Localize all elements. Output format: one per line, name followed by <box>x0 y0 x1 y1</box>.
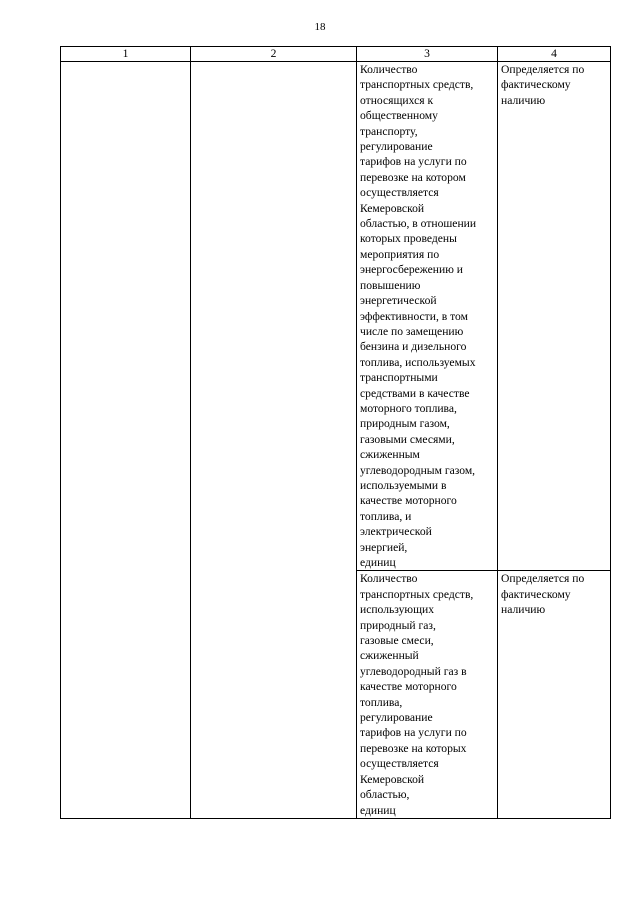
text-line: энергетической <box>360 294 437 308</box>
text-line: Количество <box>360 572 418 586</box>
text-line: транспорту, <box>360 124 418 138</box>
text-line: областью, <box>360 788 410 802</box>
text-line: использующих <box>360 603 434 617</box>
text-line: наличию <box>501 93 546 107</box>
text-line: энергией, <box>360 540 408 554</box>
text-line: углеводородным газом, <box>360 463 476 477</box>
text-line: углеводородный газ в <box>360 664 467 678</box>
text-line: единиц <box>360 556 396 569</box>
text-line: тарифов на услуги по <box>360 726 467 740</box>
text-line: регулирование <box>360 711 433 725</box>
text-line: газовыми смесями, <box>360 432 455 446</box>
text-line: используемыми в <box>360 478 447 492</box>
text-line: топлива, используемых <box>360 355 476 369</box>
text-line: которых проведены <box>360 232 457 246</box>
cell-determination-method <box>498 571 611 819</box>
text-line: энергосбережению и <box>360 263 463 277</box>
text-line: Кемеровской <box>360 201 425 215</box>
text-line: транспортных средств, <box>360 78 474 92</box>
cell-indicator-description <box>357 62 498 571</box>
text-line: эффективности, в том <box>360 309 468 323</box>
text-line: бензина и дизельного <box>360 340 467 354</box>
text-line: газовые смеси, <box>360 634 434 648</box>
cell-determination-method <box>498 62 611 571</box>
text-line: общественному <box>360 109 438 123</box>
text-line: областью, в отношении <box>360 217 477 231</box>
text-line: числе по замещению <box>360 324 464 338</box>
table-header-row <box>61 47 611 62</box>
text-line: фактическому <box>501 78 571 92</box>
text-line: транспортных средств, <box>360 587 474 601</box>
text-line: электрической <box>360 525 432 539</box>
text-line: качестве моторного <box>360 680 457 694</box>
text-line: природным газом, <box>360 417 450 431</box>
page-number: 18 <box>314 21 326 33</box>
text-line: Определяется по <box>501 63 585 76</box>
column-header-2: 2 <box>191 47 357 62</box>
text-line: Количество <box>360 63 418 76</box>
text-line: качестве моторного <box>360 494 457 508</box>
text-line: средствами в качестве <box>360 386 470 400</box>
text-line: осуществляется <box>360 186 439 200</box>
cell-col1 <box>61 62 191 819</box>
text-line: Определяется по <box>501 572 585 586</box>
indicator-table <box>60 46 611 819</box>
text-line: повышению <box>360 278 421 292</box>
text-line: перевозке на которых <box>360 741 467 755</box>
text-line: топлива, и <box>360 509 412 523</box>
column-header-1: 1 <box>61 47 191 62</box>
text-line: сжиженным <box>360 448 420 462</box>
text-line: топлива, <box>360 695 403 709</box>
column-header-4: 4 <box>498 47 611 62</box>
text-line: моторного топлива, <box>360 401 457 415</box>
text-line: сжиженный <box>360 649 419 663</box>
cell-indicator-description <box>357 571 498 819</box>
text-line: природный газ, <box>360 618 436 632</box>
cell-col2 <box>191 62 357 819</box>
text-line: осуществляется <box>360 757 439 771</box>
text-line: единиц <box>360 803 396 817</box>
text-line: транспортными <box>360 371 438 385</box>
text-line: Кемеровской <box>360 772 425 786</box>
text-line: мероприятия по <box>360 247 440 261</box>
text-line: перевозке на котором <box>360 170 466 184</box>
column-header-3: 3 <box>357 47 498 62</box>
table-row <box>61 62 611 571</box>
text-line: тарифов на услуги по <box>360 155 467 169</box>
text-line: наличию <box>501 603 546 617</box>
text-line: относящихся к <box>360 93 434 107</box>
text-line: регулирование <box>360 140 433 154</box>
text-line: фактическому <box>501 587 571 601</box>
